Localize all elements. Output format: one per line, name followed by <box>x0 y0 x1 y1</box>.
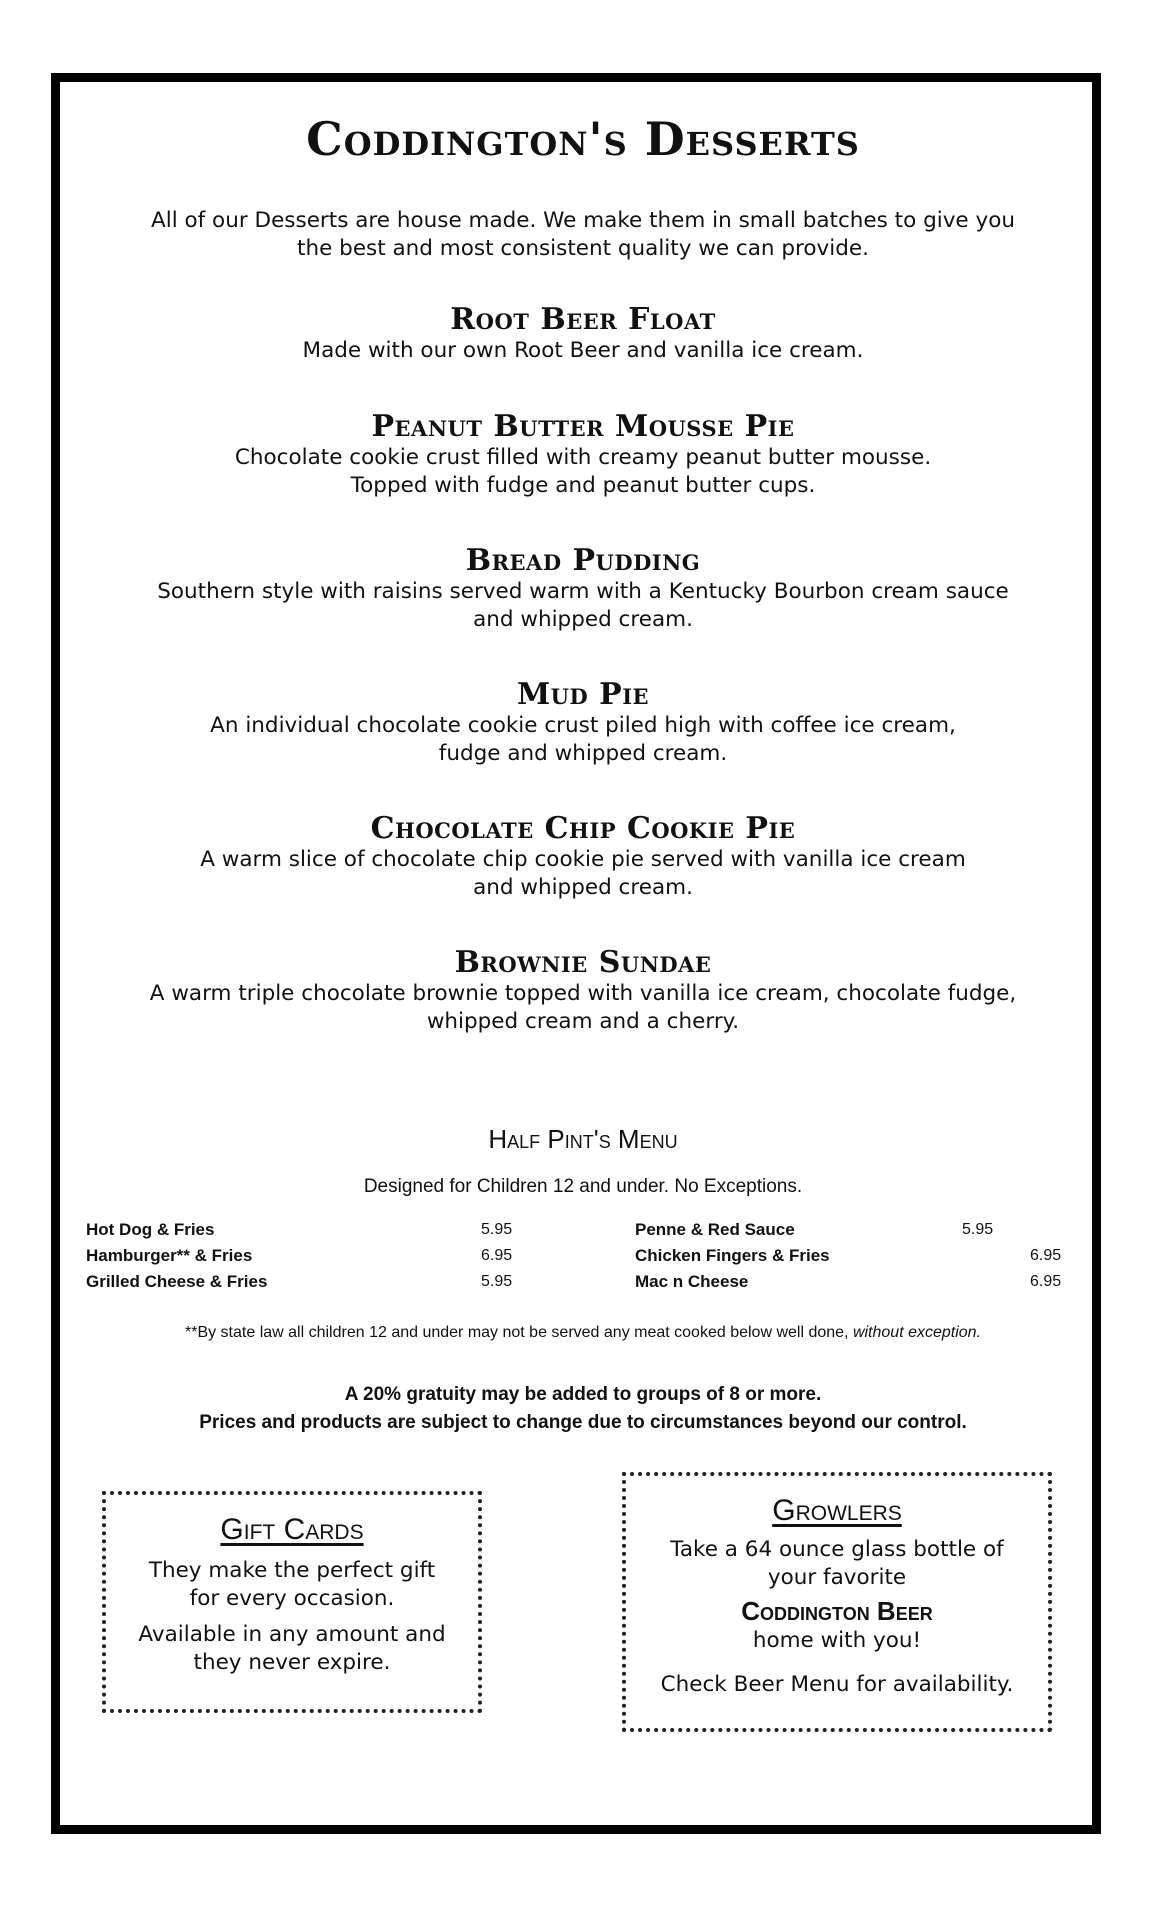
kids-item-price: 5.95 <box>481 1221 513 1238</box>
kids-item-price: 5.95 <box>481 1273 513 1290</box>
intro-text <box>0 207 1166 263</box>
growlers-availability: Check Beer Menu for availability. <box>660 1672 1014 1697</box>
dessert-name: Chocolate Chip Cookie Pie <box>370 811 796 846</box>
dessert-name: Brownie Sundae <box>454 945 712 980</box>
dessert-item <box>0 303 1166 365</box>
gratuity-text: A 20% gratuity may be added to groups of 8 or more. <box>344 1384 822 1405</box>
growlers-title: Growlers <box>772 1494 902 1527</box>
dessert-description: whipped cream and a cherry. <box>426 1009 740 1034</box>
gift-cards-box <box>102 1491 482 1713</box>
growlers-brand: Coddington Beer <box>741 1596 933 1626</box>
growlers-text: Take a 64 ounce glass bottle of <box>670 1537 1004 1562</box>
dessert-name: Bread Pudding <box>465 543 701 578</box>
dessert-description: An individual chocolate cookie crust piled high with coffee ice cream, <box>210 713 956 738</box>
kids-item-price: 6.95 <box>481 1247 513 1264</box>
kids-item-name: Grilled Cheese & Fries <box>86 1272 268 1291</box>
dessert-name: Mud Pie <box>516 677 650 712</box>
kids-menu-title: Half Pint's Menu <box>488 1124 678 1154</box>
dessert-description: A warm triple chocolate brownie topped with vanilla ice cream, chocolate fudge, <box>149 981 1017 1006</box>
kids-item-price: 6.95 <box>1030 1273 1062 1290</box>
dessert-name: Peanut Butter Mousse Pie <box>371 409 795 444</box>
note-emphasis: without exception. <box>852 1324 982 1341</box>
dessert-item <box>0 946 1166 1036</box>
dessert-item <box>0 678 1166 768</box>
gift-cards-text: they never expire. <box>193 1650 391 1675</box>
growlers-text: your favorite <box>767 1565 907 1590</box>
kids-menu-subtitle: Designed for Children 12 and under. No Exceptions. <box>363 1176 803 1197</box>
kids-item-name: Mac n Cheese <box>635 1272 749 1291</box>
dessert-item <box>0 544 1166 634</box>
kids-item-name: Hot Dog & Fries <box>86 1220 215 1239</box>
dessert-description: and whipped cream. <box>473 607 693 632</box>
dessert-description: A warm slice of chocolate chip cookie pie served with vanilla ice cream <box>200 847 966 872</box>
dessert-description: Made with our own Root Beer and vanilla ice cream. <box>302 338 864 363</box>
dessert-item <box>0 410 1166 500</box>
intro-line: the best and most consistent quality we can provide. <box>297 236 869 261</box>
dessert-description: Topped with fudge and peanut butter cups. <box>350 473 816 498</box>
note-text: **By state law all children 12 and under may not be served any meat cooked below well done, <box>184 1324 853 1341</box>
gift-cards-text: They make the perfect gift <box>148 1558 436 1583</box>
kids-item-price: 5.95 <box>962 1221 994 1238</box>
growlers-box <box>622 1472 1052 1732</box>
dessert-name: Root Beer Float <box>450 302 716 337</box>
dessert-description: Southern style with raisins served warm with a Kentucky Bourbon cream sauce <box>157 579 1009 604</box>
gift-cards-title: Gift Cards <box>220 1513 364 1546</box>
kids-item-name: Hamburger** & Fries <box>86 1246 253 1265</box>
dessert-description: fudge and whipped cream. <box>438 741 728 766</box>
gift-cards-text: Available in any amount and <box>138 1622 446 1647</box>
dessert-description: and whipped cream. <box>473 875 693 900</box>
kids-item-price: 6.95 <box>1030 1247 1062 1264</box>
dessert-item <box>0 812 1166 902</box>
policy-notice <box>0 1381 1166 1437</box>
gift-cards-text: for every occasion. <box>189 1586 395 1611</box>
price-change-text: Prices and products are subject to change due to circumstances beyond our control. <box>199 1412 967 1433</box>
kids-item-name: Chicken Fingers & Fries <box>635 1246 830 1265</box>
kids-item-name: Penne & Red Sauce <box>635 1220 795 1239</box>
intro-line: All of our Desserts are house made. We make them in small batches to give you <box>151 208 1015 233</box>
kids-menu-note <box>0 1324 1166 1342</box>
growlers-text: home with you! <box>752 1628 922 1653</box>
dessert-description: Chocolate cookie crust filled with creamy peanut butter mousse. <box>234 445 932 470</box>
page-title: Coddington's Desserts <box>306 112 860 166</box>
